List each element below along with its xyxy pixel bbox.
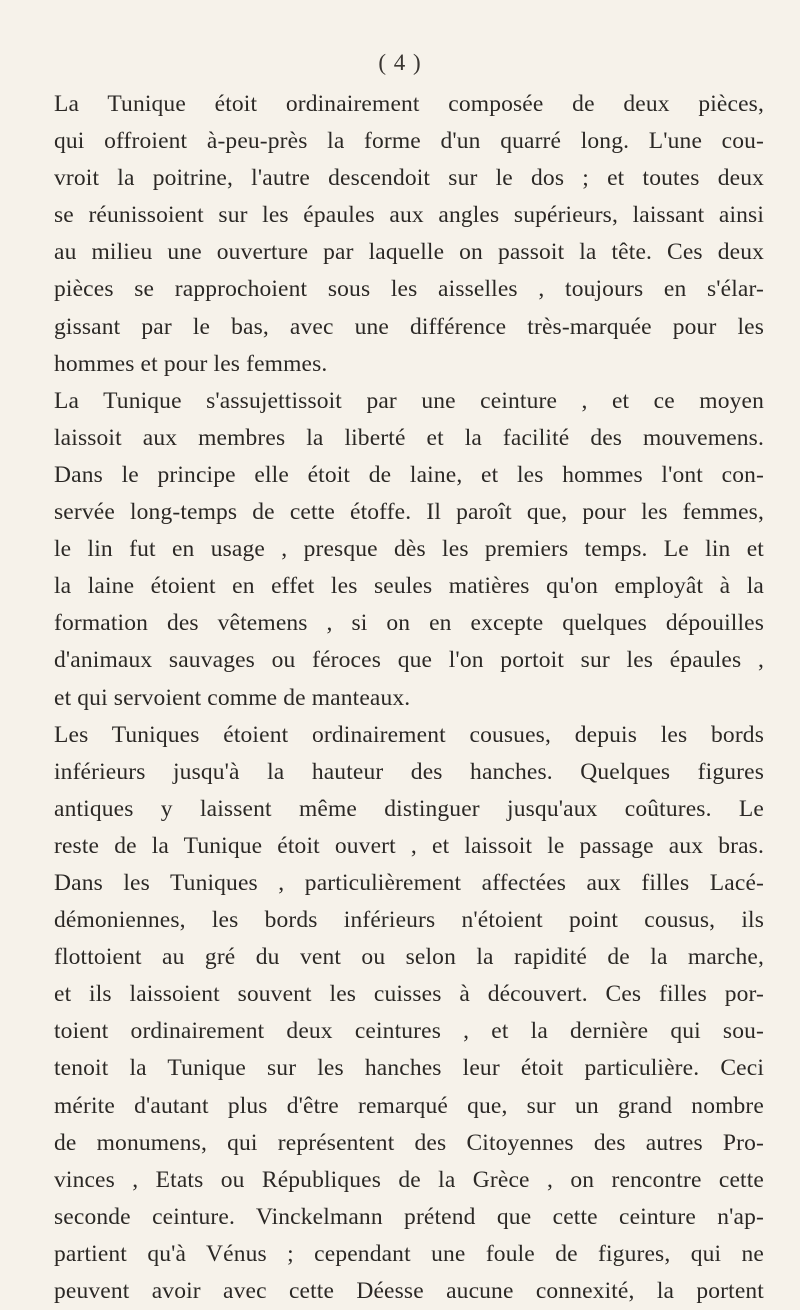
text-line: formation des vêtemens , si on en excepte quelques dépouilles xyxy=(54,610,764,637)
text-line: se réunissoient sur les épaules aux angles supérieurs, laissant ainsi xyxy=(54,202,764,229)
text-line: tenoit la Tunique sur les hanches leur étoit particulière. Ceci xyxy=(54,1055,764,1082)
text-line: La Tunique s'assujettissoit par une ceinture , et ce moyen xyxy=(54,387,764,414)
text-line: la laine étoient en effet les seules matières qu'on employât à la xyxy=(54,573,764,600)
text-line: La Tunique étoit ordinairement composée de deux pièces, xyxy=(54,91,764,117)
text-line: antiques y laissent même distinguer jusqu'aux coûtures. Le xyxy=(54,795,764,822)
text-line: Les Tuniques étoient ordinairement cousues, depuis les bords xyxy=(54,721,764,748)
text-line: et ils laissoient souvent les cuisses à découvert. Ces filles por- xyxy=(54,981,764,1008)
text-line: hommes et pour les femmes. xyxy=(54,350,328,377)
text-line: Dans les Tuniques , particulièrement affectées aux filles Lacé- xyxy=(54,869,764,896)
text-line: vinces , Etats ou Républiques de la Grèce , on rencontre cette xyxy=(54,1166,764,1193)
text-line: Dans le principe elle étoit de laine, et les hommes l'ont con- xyxy=(54,461,764,488)
text-line: au milieu une ouverture par laquelle on passoit la tête. Ces deux xyxy=(54,239,764,266)
text-line: toient ordinairement deux ceintures , et la dernière qui sou- xyxy=(54,1018,764,1045)
text-line: laissoit aux membres la liberté et la facilité des mouvemens. xyxy=(54,424,764,451)
text-line: le lin fut en usage , presque dès les premiers temps. Le lin et xyxy=(54,536,764,563)
text-line: de monumens, qui représentent des Citoyennes des autres Pro- xyxy=(54,1129,764,1156)
text-line: pièces se rapprochoient sous les aisselles , toujours en s'élar- xyxy=(54,276,764,303)
text-line: d'animaux sauvages ou féroces que l'on portoit sur les épaules , xyxy=(54,647,764,674)
text-line: inférieurs jusqu'à la hauteur des hanches. Quelques figures xyxy=(54,758,764,785)
text-line: et qui servoient comme de manteaux. xyxy=(54,684,411,711)
text-line: reste de la Tunique étoit ouvert , et laissoit le passage aux bras. xyxy=(54,832,764,859)
text-line: servée long-temps de cette étoffe. Il paroît que, pour les femmes, xyxy=(54,499,764,526)
text-line: partient qu'à Vénus ; cependant une foule de figures, qui ne xyxy=(54,1240,764,1267)
page-number: ( 4 ) xyxy=(378,50,422,75)
body-text xyxy=(54,86,764,1310)
text-line: qui offroient à-peu-près la forme d'un quarré long. L'une cou- xyxy=(54,128,764,155)
text-line: peuvent avoir avec cette Déesse aucune connexité, la portent xyxy=(54,1278,764,1304)
text-line: vroit la poitrine, l'autre descendoit sur le dos ; et toutes deux xyxy=(54,165,764,192)
text-line: seconde ceinture. Vinckelmann prétend que cette ceinture n'ap- xyxy=(54,1203,764,1230)
text-line: démoniennes, les bords inférieurs n'étoient point cousus, ils xyxy=(54,907,764,934)
text-line: gissant par le bas, avec une différence très-marquée pour les xyxy=(54,313,764,340)
text-line: flottoient au gré du vent ou selon la rapidité de la marche, xyxy=(54,944,764,971)
text-line: mérite d'autant plus d'être remarqué que, sur un grand nombre xyxy=(54,1092,764,1119)
